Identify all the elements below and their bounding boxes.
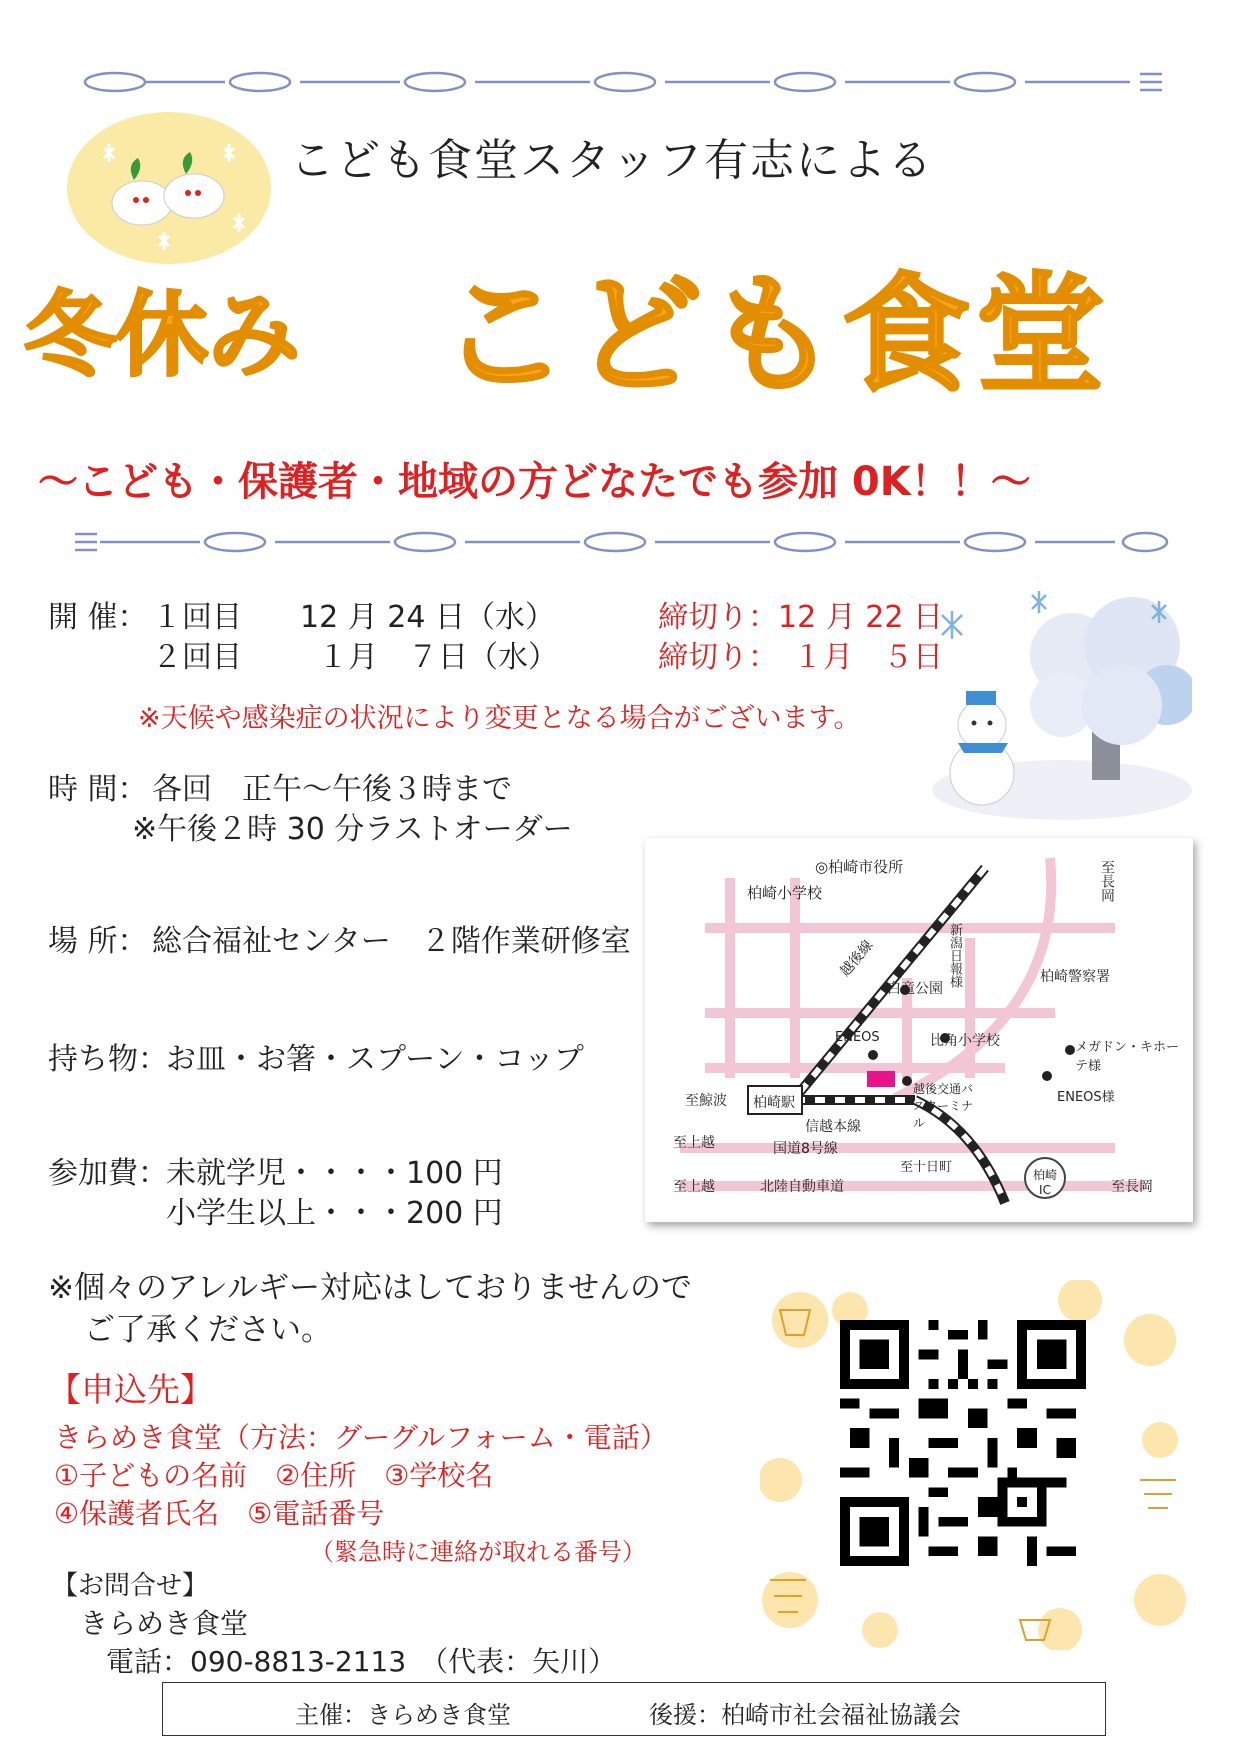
page-title: こども食堂	[440, 261, 1111, 410]
time-label: 時 間：	[48, 772, 148, 807]
apply-phone-note: （緊急時に連絡が取れる番号）	[310, 1538, 646, 1566]
schedule-note: ※天候や感染症の状況により変更となる場合がございます。	[138, 703, 861, 734]
cutlery-border-middle	[70, 522, 1170, 562]
contact-phone: 電話：090-8813-2113 （代表：矢川）	[106, 1645, 617, 1678]
map-city-hall: ◎柏崎市役所	[815, 858, 904, 876]
apply-fields-1: ①子どもの名前 ②住所 ③学校名	[54, 1459, 494, 1492]
snow-bunny-illustration	[64, 108, 274, 268]
map-to-nagaoka-bottom: 至長岡	[1111, 1179, 1153, 1195]
apply-fields-2: ④保護者氏名 ⑤電話番号	[54, 1497, 385, 1530]
map-shiraryu-park: 白竜公園	[887, 981, 943, 997]
map-to-nagaoka-top: 至長岡	[1099, 860, 1115, 902]
time-hours: 各回 正午～午後３時まで	[152, 772, 512, 807]
schedule-label: 開 催：	[48, 600, 148, 635]
footer-support: 後援：柏崎市社会福祉協議会	[649, 1701, 961, 1729]
map-to-kujiranami: 至鯨波	[685, 1093, 727, 1109]
contact-name: きらめき食堂	[80, 1607, 249, 1640]
footer-organizer: 主催：きらめき食堂	[295, 1701, 511, 1729]
map-school-kashiwazaki: 柏崎小学校	[747, 884, 823, 902]
qr-section	[760, 1280, 1190, 1650]
map-echigo-line: 越後線	[837, 937, 877, 980]
map-to-tokamachi: 至十日町	[900, 1160, 953, 1175]
fee-elementary: 小学生以上・・・200 円	[166, 1196, 503, 1231]
map-shinetsu-line: 信越本線	[805, 1119, 861, 1135]
session-2-date: １月 ７日（水）	[318, 640, 558, 675]
session-2-deadline: 締切り： １月 ５日	[658, 640, 943, 675]
allergy-notice-2: ご了承ください。	[84, 1312, 332, 1348]
items-value: お皿・お箸・スプーン・コップ	[166, 1042, 584, 1077]
map-to-joetsu-2: 至上越	[673, 1179, 715, 1195]
map-police: 柏崎警察署	[1040, 969, 1110, 985]
qr-code[interactable]	[840, 1320, 1086, 1566]
map-kashiwazaki-station: 柏崎駅	[753, 1095, 795, 1111]
fee-label: 参加費：	[48, 1156, 168, 1191]
access-map	[645, 838, 1193, 1222]
map-hisumi-school: 比角小学校	[930, 1033, 1000, 1049]
session-2-name: ２回目	[152, 640, 242, 675]
contact-heading: 【お問合せ】	[52, 1571, 209, 1601]
place-value: 総合福祉センター ２階作業研修室	[152, 924, 631, 959]
cutlery-border-top	[70, 62, 1170, 102]
subtitle: こども食堂スタッフ有志による	[290, 135, 934, 186]
tagline: ～こども・保護者・地域の方どなたでも参加 0K！！～	[38, 459, 1031, 505]
map-mega-donki: メガドン・キホーテ様	[1075, 1040, 1180, 1074]
allergy-notice: ※個々のアレルギー対応はしておりませんので	[48, 1270, 692, 1306]
map-eneos-2: ENEOS様	[1057, 1090, 1115, 1105]
apply-heading: 【申込先】	[48, 1370, 213, 1409]
map-interchange: 柏崎IC	[1032, 1168, 1057, 1197]
place-label: 場 所：	[48, 924, 148, 959]
time-last-order: ※午後２時 30 分ラストオーダー	[132, 812, 573, 847]
fee-preschool: 未就学児・・・・100 円	[166, 1156, 503, 1191]
session-1-deadline: 締切り：12 月 22 日	[658, 600, 943, 635]
map-niigata-nippo: 新潟日報様	[947, 923, 962, 988]
snowman-tree-illustration	[922, 585, 1192, 825]
session-1-date: 12 月 24 日（水）	[300, 600, 555, 635]
map-to-joetsu-1: 至上越	[673, 1135, 715, 1151]
map-route-8: 国道8号線	[773, 1141, 838, 1157]
session-1-name: １回目	[152, 600, 242, 635]
footer-box	[162, 1682, 1106, 1736]
map-eneos-1: ENEOS	[835, 1030, 880, 1045]
map-expressway: 北陸自動車道	[760, 1179, 844, 1195]
title-prefix: 冬休み	[24, 282, 301, 389]
apply-method: きらめき食堂（方法：グーグルフォーム・電話）	[54, 1421, 668, 1454]
items-label: 持ち物：	[48, 1042, 168, 1077]
map-bus-terminal: 越後交通バスターミナル	[913, 1082, 974, 1130]
